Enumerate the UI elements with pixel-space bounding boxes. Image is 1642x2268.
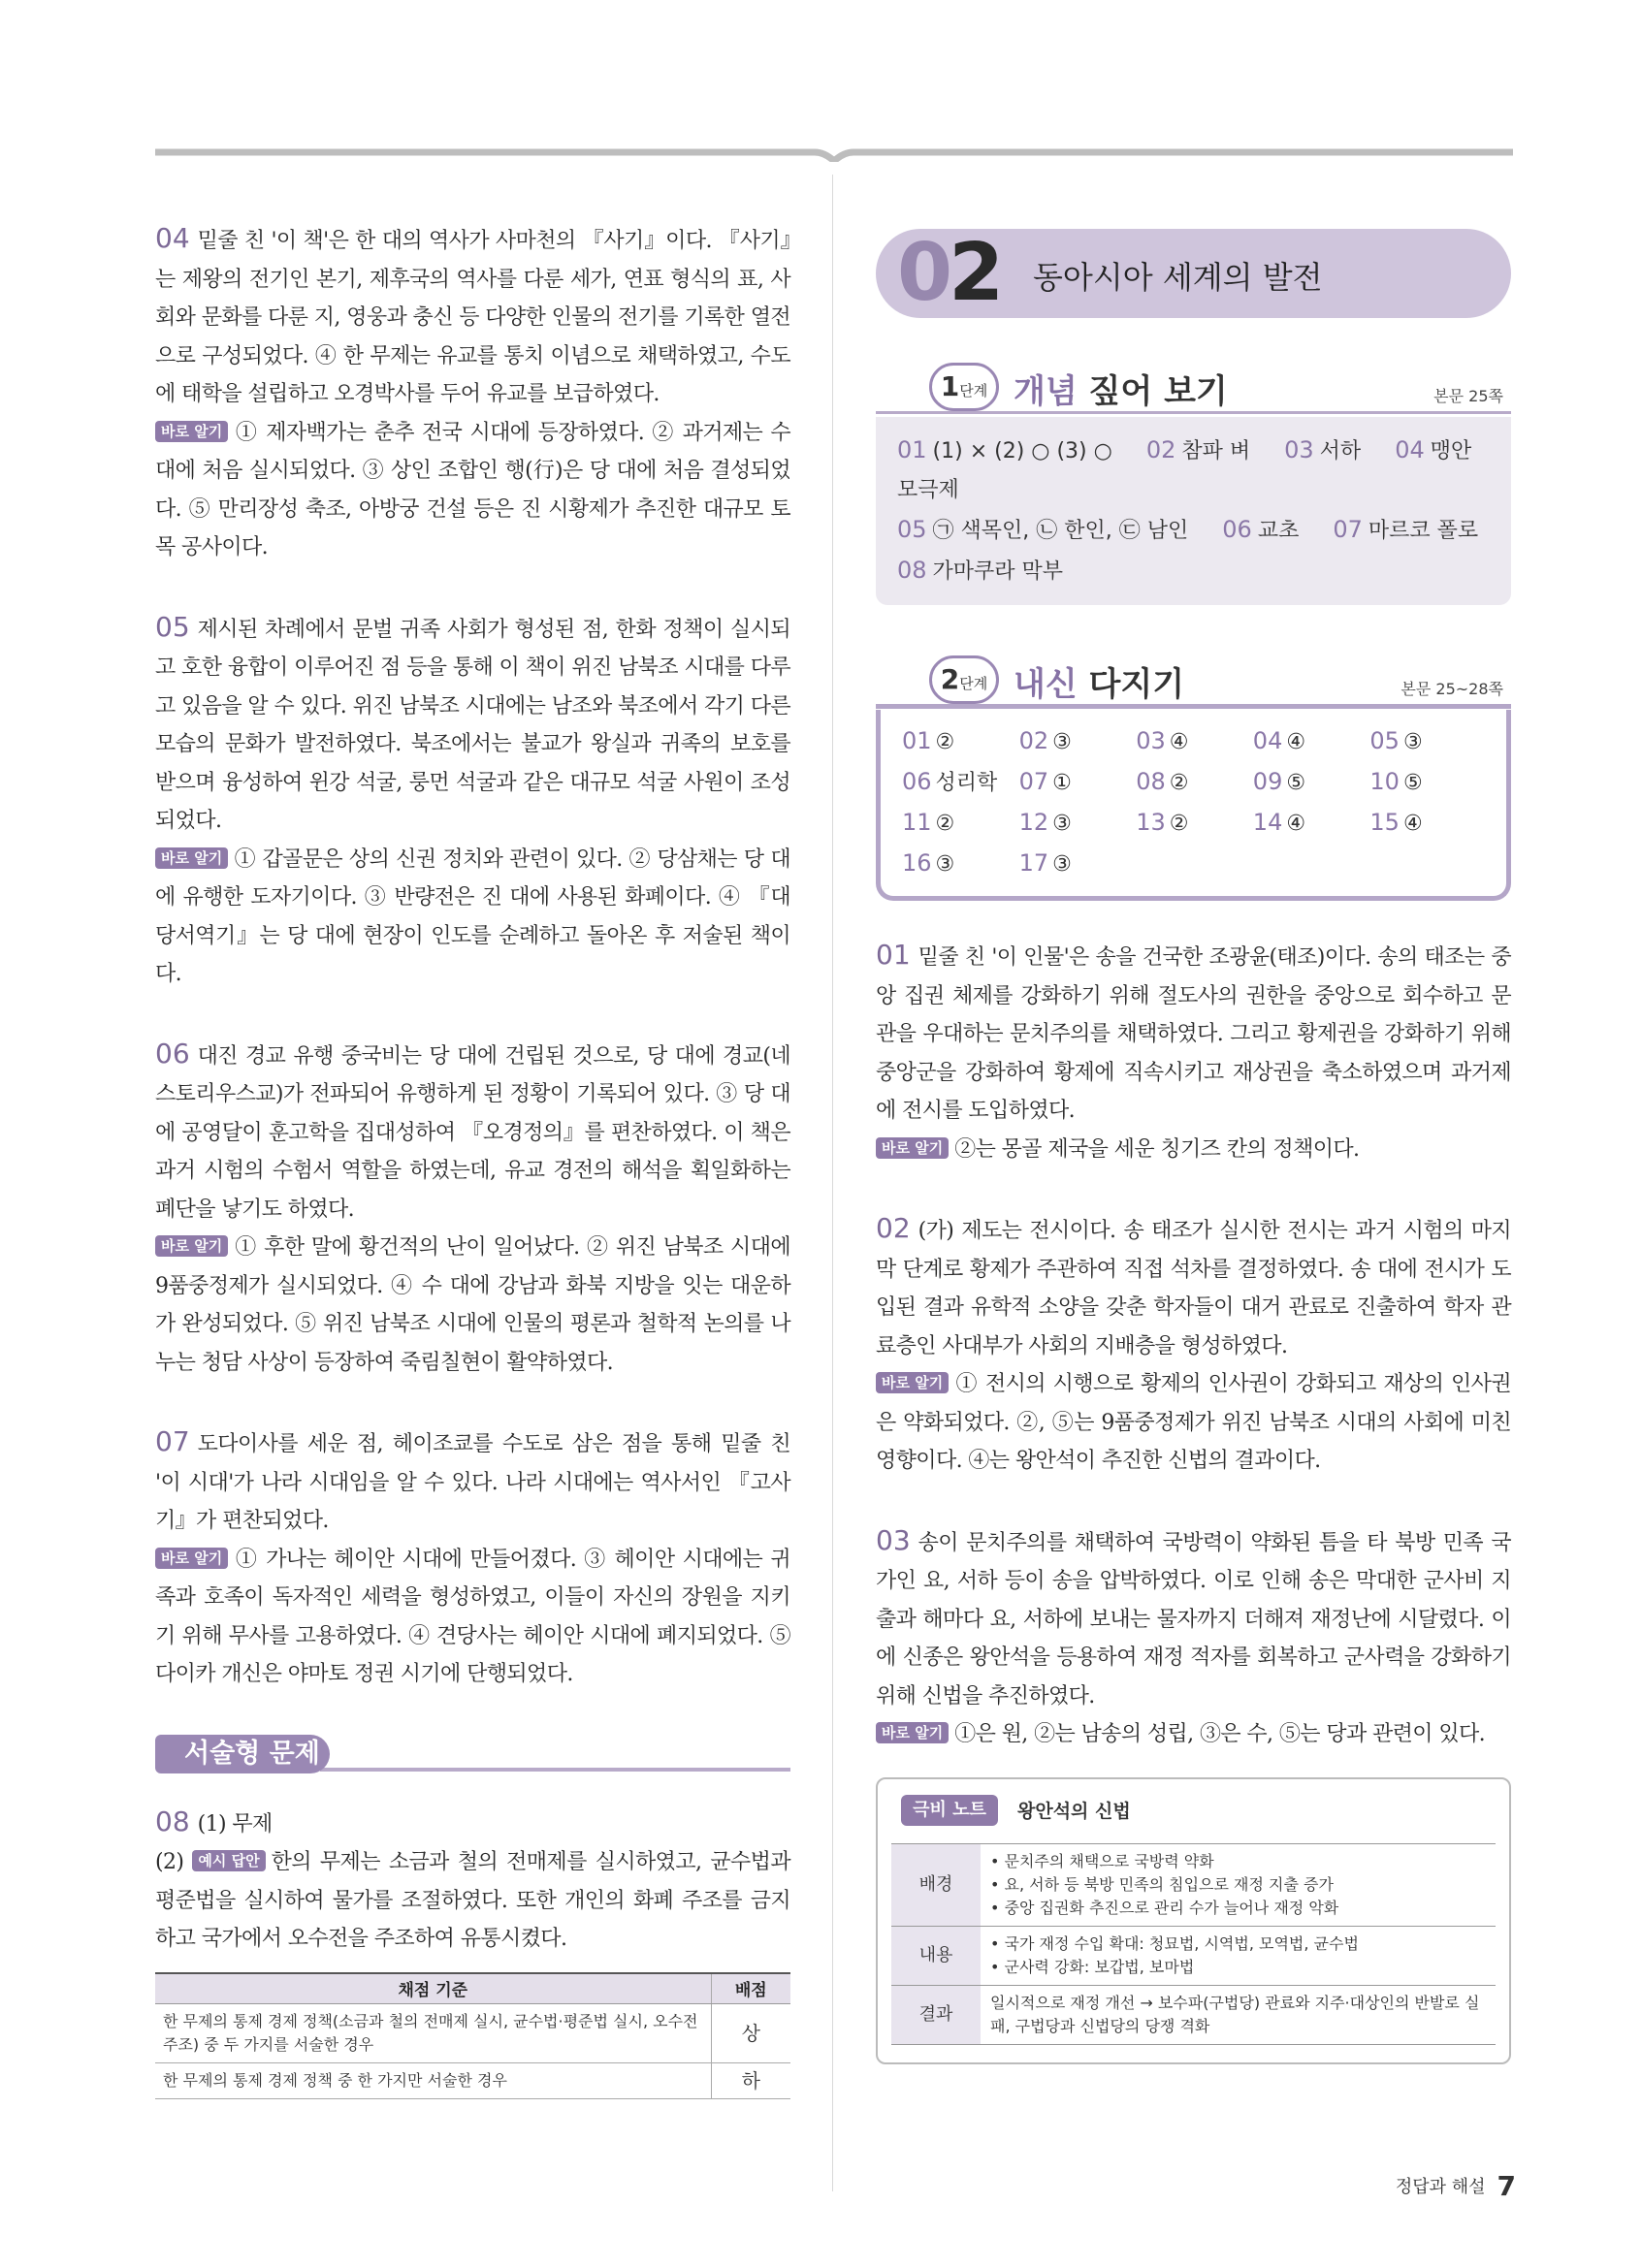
answer-part-2-prefix: (2) [155, 1850, 184, 1874]
table-row [891, 1926, 1496, 1985]
question-number: 01 [876, 939, 911, 971]
question-03 [876, 1521, 1511, 1754]
question-number: 04 [155, 222, 190, 254]
column-header: 채점 기준 [155, 1973, 711, 2004]
step-rule [876, 704, 1511, 709]
table-row [155, 2004, 790, 2063]
correction-text: ①은 원, ②는 남송의 성립, ③은 수, ⑤는 당과 관련이 있다. [954, 1722, 1486, 1746]
answer-cell: 10 ⑤ [1369, 768, 1423, 795]
correction-text: ① 가나는 헤이안 시대에 만들어졌다. ③ 헤이안 시대에는 귀족과 호족이 독자적인 세력을 형성하였고, 이들이 자신의 장원을 지키기 위해 무사를 고용하였다. ④ 견당사는 헤이안 시대에 폐지되었다. ⑤ 다이카 개신은 야마토 정권 시기에 단행되었다. [155, 1547, 790, 1686]
row-content: • 문치주의 채택으로 국방력 약화 • 요, 서하 등 북방 민족의 침입으로 재정 지출 증가 • 중앙 집권화 추진으로 관리 수가 늘어나 재정 악화 [981, 1843, 1496, 1926]
correction-tag: 바로 알기 [876, 1722, 949, 1743]
unit-title: 동아시아 세계의 발전 [1033, 259, 1323, 296]
question-06 [155, 1035, 790, 1383]
row-label: 배경 [891, 1843, 981, 1926]
answer-cell: 15 ④ [1369, 809, 1423, 836]
table-cell: 상 [711, 2004, 790, 2063]
correction-tag: 바로 알기 [155, 847, 228, 869]
answer-part-1: (1) 무제 [197, 1811, 273, 1837]
question-04 [155, 219, 790, 567]
answer-cell: 02 ③ [1018, 727, 1072, 754]
answer-cell: 05 ③ [1369, 727, 1423, 754]
question-number: 08 [155, 1805, 190, 1837]
table-cell: 한 무제의 통제 경제 정책 중 한 가지만 서술한 경우 [155, 2063, 711, 2099]
answer-line: 01 (1) × (2) ○ (3) ○ 02 참파 벼 03 서하 04 맹안 모극제 [897, 436, 1472, 502]
table-cell: 하 [711, 2063, 790, 2099]
unit-number: 02 [897, 227, 1001, 319]
column-divider [832, 175, 833, 2191]
question-01 [876, 936, 1511, 1168]
step-badge: 2단계 [929, 655, 999, 704]
note-box [876, 1777, 1511, 2064]
page-reference: 본문 25~28쪽 [1401, 680, 1503, 698]
correction-text: ① 전시의 시행으로 황제의 인사권이 강화되고 재상의 인사권은 약화되었다. ②, ⑤는 9품중정제가 위진 남북조 시대의 사회에 미친 영향이다. ④는 왕안석이 추진한 신법의 결과이다. [876, 1372, 1511, 1473]
row-label: 결과 [891, 1985, 981, 2044]
question-08 [155, 1803, 790, 1959]
section-title: 서술형 문제 [155, 1735, 330, 1773]
step-title: 개념 짚어 보기 [1014, 372, 1228, 411]
question-number: 06 [155, 1037, 190, 1070]
question-02 [876, 1209, 1511, 1481]
question-number: 02 [876, 1212, 911, 1244]
answer-cell: 13 ② [1136, 809, 1189, 836]
table-cell: 한 무제의 통제 경제 정책(소금과 철의 전매제 실시, 균수법·평준법 실시, 오수전 주조) 중 두 가지를 서술한 경우 [155, 2004, 711, 2063]
step-title: 내신 다지기 [1014, 665, 1185, 704]
question-number: 03 [876, 1523, 911, 1556]
example-answer-tag: 예시 답안 [192, 1850, 265, 1871]
answer-cell: 03 ④ [1136, 727, 1189, 754]
answer-cell: 14 ④ [1252, 809, 1306, 836]
question-body: 송이 문치주의를 채택하여 국방력이 약화된 틈을 타 북방 민족 국가인 요, 서하 등이 송을 압박하였다. 이로 인해 송은 막대한 군사비 지출과 해마다 요, 서하에 보내는 물자까지 더해져 재정난에 시달렸다. 이에 신종은 왕안석을 등용하여 재정 적자를 회복하고 군사력을 강화하기 위해 신법을 추진하였다. [876, 1530, 1511, 1709]
right-column [876, 229, 1511, 2064]
answer-cell: 09 ⑤ [1252, 768, 1306, 795]
column-header: 배점 [711, 1973, 790, 2004]
page-number: 7 [1497, 2170, 1516, 2202]
unit-banner [876, 229, 1511, 318]
answer-cell: 04 ④ [1252, 727, 1306, 754]
answer-cell: 01 ② [902, 727, 955, 754]
answer-line: 08 가마쿠라 막부 [897, 557, 1064, 584]
page-reference: 본문 25쪽 [1433, 387, 1503, 405]
header-rule [155, 148, 1513, 162]
question-body: (가) 제도는 전시이다. 송 태조가 실시한 전시는 과거 시험의 마지막 단계로 황제가 주관하여 직접 석차를 결정하였다. 송 대에 전시가 도입된 결과 유학적 소양을 갖춘 학자들이 대거 관료로 진출하여 학자 관료층인 사대부가 사회의 지배층을 형성하였다. [876, 1219, 1511, 1358]
table-row [891, 1985, 1496, 2044]
step-1-section [876, 357, 1511, 605]
correction-text: ① 제자백가는 춘추 전국 시대에 등장하였다. ② 과거제는 수 대에 처음 실시되었다. ③ 상인 조합인 행(行)은 당 대에 처음 결성되었다. ⑤ 만리장성 축조, 아방궁 건설 등은 진 시황제가 추진한 대규모 토목 공사이다. [155, 420, 790, 559]
answer-cell: 16 ③ [902, 849, 955, 877]
table-row [155, 2063, 790, 2099]
note-table [891, 1843, 1496, 2045]
practice-answers-box [876, 710, 1511, 901]
correction-tag: 바로 알기 [155, 1548, 228, 1569]
correction-text: ① 갑골문은 상의 신권 정치와 관련이 있다. ② 당삼채는 당 대에 유행한 도자기이다. ③ 반량전은 진 대에 사용된 화폐이다. ④ 『대당서역기』는 당 대에 현장이 인도를 순례하고 돌아온 후 저술된 책이다. [155, 847, 790, 986]
question-body: 밑줄 친 '이 책'은 한 대의 역사가 사마천의 『사기』이다. 『사기』는 제왕의 전기인 본기, 제후국의 역사를 다룬 세가, 연표 형식의 표, 사회와 문화를 다룬 지, 영웅과 충신 등 다양한 인물의 전기를 기록한 열전으로 구성되었다. ④ 한 무제는 유교를 통치 이념으로 채택하였고, 수도에 태학을 설립하고 오경박사를 두어 유교를 보급하였다. [155, 229, 790, 406]
answer-cell: 08 ② [1136, 768, 1189, 795]
scoring-table [155, 1972, 790, 2100]
correction-tag: 바로 알기 [876, 1137, 949, 1159]
question-number: 05 [155, 610, 190, 643]
answer-cell: 07 ① [1018, 768, 1072, 795]
left-column [155, 219, 790, 2099]
essay-section-header [155, 1735, 790, 1781]
note-title: 왕안석의 신법 [1017, 1800, 1131, 1822]
question-05 [155, 608, 790, 994]
correction-text: ① 후한 말에 황건적의 난이 일어났다. ② 위진 남북조 시대에 9품중정제가 실시되었다. ④ 수 대에 강남과 화북 지방을 잇는 대운하가 완성되었다. ⑤ 위진 남북조 시대에 인물의 평론과 철학적 논의를 나누는 청담 사상이 등장하여 죽림칠현이 활약하였다. [155, 1235, 790, 1375]
answer-line: 05 ㉠ 색목인, ㉡ 한인, ㉢ 남인 06 교초 07 마르코 폴로 [897, 516, 1479, 543]
question-07 [155, 1422, 790, 1694]
step-2-section [876, 650, 1511, 901]
answer-cell: 12 ③ [1018, 809, 1072, 836]
question-number: 07 [155, 1425, 190, 1457]
page-footer [1396, 2170, 1516, 2202]
answer-cell: 17 ③ [1018, 849, 1072, 877]
row-label: 내용 [891, 1926, 981, 1985]
answer-part-2: 한의 무제는 소금과 철의 전매제를 실시하였고, 균수법과 평준법을 실시하여 물가를 조절하였다. 또한 개인의 화폐 주조를 금지하고 국가에서 오수전을 주조하여 유통시켰다. [155, 1850, 790, 1951]
correction-tag: 바로 알기 [876, 1372, 949, 1393]
question-body: 밑줄 친 '이 인물'은 송을 건국한 조광윤(태조)이다. 송의 태조는 중앙 집권 체제를 강화하기 위해 절도사의 권한을 중앙으로 회수하고 문관을 우대하는 문치주의를 채택하였다. 그리고 황제권을 강화하기 위해 중앙군을 강화하여 황제에 직속시키고 재상권을 축소하였으며 과거제에 전시를 도입하였다. [876, 945, 1511, 1123]
correction-text: ②는 몽골 제국을 세운 칭기즈 칸의 정책이다. [954, 1136, 1360, 1162]
correction-tag: 바로 알기 [155, 421, 228, 442]
note-badge: 극비 노트 [901, 1795, 998, 1826]
footer-label: 정답과 해설 [1395, 2177, 1486, 2197]
question-body: 도다이사를 세운 점, 헤이조쿄를 수도로 삼은 점을 통해 밑줄 친 '이 시대'가 나라 시대임을 알 수 있다. 나라 시대에는 역사서인 『고사기』가 편찬되었다. [155, 1432, 790, 1533]
section-rule [320, 1768, 790, 1772]
row-content: • 국가 재정 수입 확대: 청묘법, 시역법, 모역법, 균수법 • 군사력 강화: 보갑법, 보마법 [981, 1926, 1496, 1985]
question-body: 대진 경교 유행 중국비는 당 대에 건립된 것으로, 당 대에 경교(네스토리우스교)가 전파되어 유행하게 된 정황이 기록되어 있다. ③ 당 대에 공영달이 훈고학을 집대성하여 『오경정의』를 편찬하였다. 이 책은 과거 시험의 수험서 역할을 하였는데, 유교 경전의 해석을 획일화하는 폐단을 낳기도 하였다. [155, 1043, 790, 1222]
step-badge: 1단계 [929, 363, 999, 411]
answer-cell: 11 ② [902, 809, 955, 836]
correction-tag: 바로 알기 [155, 1235, 228, 1257]
question-body: 제시된 차례에서 문벌 귀족 사회가 형성된 점, 한화 정책이 실시되고 호한 융합이 이루어진 점 등을 통해 이 책이 위진 남북조 시대를 다루고 있음을 알 수 있다. 위진 남북조 시대에는 남조와 북조에서 각기 다른 모습의 문화가 발전하였다. 북조에서는 불교가 왕실과 귀족의 보호를 받으며 융성하여 윈강 석굴, 룽먼 석굴과 같은 대규모 석굴 사원이 조성되었다. [155, 617, 790, 833]
row-content: 일시적으로 재정 개선 → 보수파(구법당) 관료와 지주·대상인의 반발로 실패, 구법당과 신법당의 당쟁 격화 [981, 1985, 1496, 2044]
concept-answers-box [876, 417, 1511, 605]
answer-grid [902, 721, 1487, 884]
answer-cell: 06 성리학 [902, 768, 998, 795]
table-row [891, 1843, 1496, 1926]
